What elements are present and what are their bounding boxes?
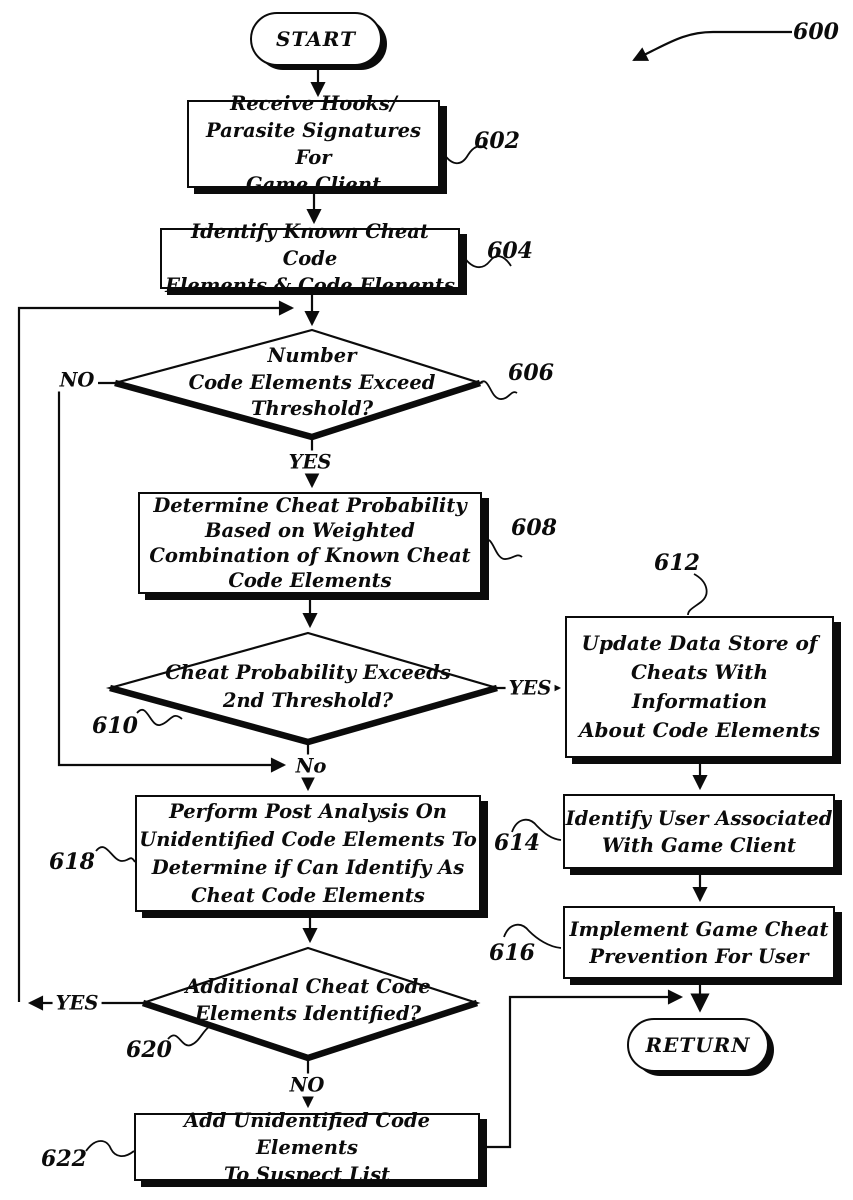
ref-616: 616 <box>489 940 535 966</box>
squiggle-622 <box>86 1141 134 1156</box>
edge-label-620-yes: YES <box>53 992 102 1015</box>
edge-label-606-yes: YES <box>286 451 335 474</box>
process-612-line: Update Data Store of <box>581 631 818 655</box>
decision-606-line: Threshold? <box>251 397 373 420</box>
squiggle-618 <box>96 847 135 862</box>
process-622 <box>134 1108 480 1186</box>
decision-620-line: Elements Identified? <box>194 1002 422 1025</box>
process-622-line: To Suspect List <box>223 1162 391 1186</box>
process-612-line: Cheats With Information <box>630 660 769 713</box>
decision-606-line: Number <box>267 344 357 367</box>
ref-602: 602 <box>474 128 520 154</box>
edge-label-610-yes: YES <box>506 677 555 700</box>
decision-610-line: Cheat Probability Exceeds <box>165 661 451 684</box>
leader-600-arrow <box>634 32 792 60</box>
decision-606-text <box>160 343 464 423</box>
ref-614: 614 <box>494 830 540 856</box>
start-terminal <box>250 12 382 66</box>
squiggle-612 <box>688 574 707 615</box>
process-614-line: With Game Client <box>602 833 796 857</box>
decision-606-line: Code Elements Exceed <box>188 370 436 394</box>
process-614 <box>563 794 835 869</box>
ref-606: 606 <box>508 360 554 386</box>
figure-ref-600: 600 <box>793 19 839 45</box>
process-608-line: Based on Weighted <box>205 519 415 542</box>
process-622-line: Add Unidentified Code Elements <box>184 1108 430 1159</box>
decision-620-text <box>155 973 461 1027</box>
edge-label-620-no: NO <box>287 1074 328 1097</box>
process-608-line: Code Elements <box>228 569 392 592</box>
process-616-line: Prevention For User <box>589 944 809 968</box>
process-604-line: Identify Known Cheat Code <box>191 220 429 270</box>
decision-610-line: 2nd Threshold? <box>222 689 394 712</box>
squiggle-620 <box>168 1025 213 1045</box>
process-618-line: Determine if Can Identify As <box>151 855 465 879</box>
ref-608: 608 <box>511 515 557 541</box>
ref-604: 604 <box>487 238 533 264</box>
process-602-line: Receive Hooks/ <box>230 92 397 115</box>
ref-620: 620 <box>126 1037 172 1063</box>
process-604-line: Elements & Code Elenents <box>165 274 455 297</box>
return-terminal <box>627 1018 769 1072</box>
start-label: START <box>276 26 356 51</box>
process-618 <box>135 795 481 912</box>
process-618-line: Cheat Code Elements <box>191 883 425 907</box>
return-label: RETURN <box>645 1032 751 1057</box>
process-616-line: Implement Game Cheat <box>569 917 829 941</box>
decision-620-line: Additional Cheat Code <box>185 975 431 998</box>
process-614-line: Identify User Associated <box>565 806 833 830</box>
process-602-line: Game Client <box>245 173 382 196</box>
process-602 <box>187 92 440 196</box>
process-608-line: Combination of Known Cheat <box>149 544 471 567</box>
process-618-line: Unidentified Code Elements To <box>139 827 477 851</box>
edge-label-610-no: No <box>293 755 330 778</box>
edge-label-606-no: NO <box>57 369 98 392</box>
process-612-line: About Code Elements <box>578 718 820 742</box>
ref-612: 612 <box>654 550 700 576</box>
process-608 <box>138 492 482 594</box>
process-608-line: Determine Cheat Probability <box>153 494 467 517</box>
decision-610-text <box>153 659 463 715</box>
ref-622: 622 <box>41 1146 87 1172</box>
ref-610: 610 <box>92 713 138 739</box>
ref-618: 618 <box>49 849 95 875</box>
process-604 <box>160 220 460 297</box>
process-618-line: Perform Post Analysis On <box>169 799 447 823</box>
process-612 <box>565 616 834 758</box>
process-602-line: Parasite Signatures For <box>205 119 422 169</box>
process-616 <box>563 906 835 979</box>
squiggle-608 <box>483 539 522 559</box>
